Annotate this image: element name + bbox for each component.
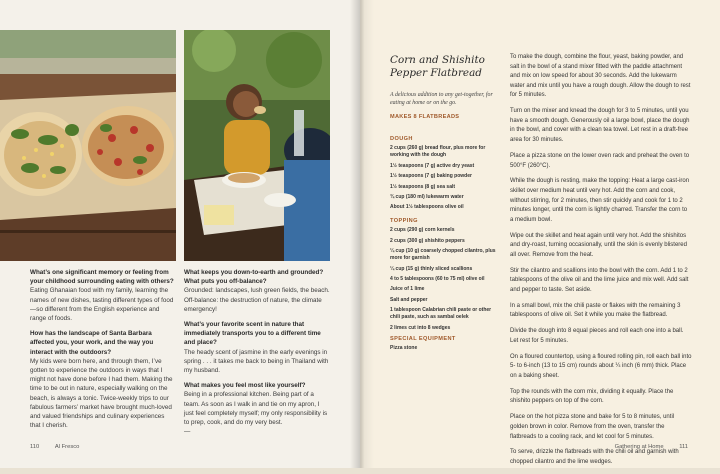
recipe-title: Corn and Shishito Pepper Flatbread (390, 54, 485, 79)
ingredient-item: ¾ cup (180 ml) lukewarm water (390, 193, 464, 200)
method-step: On a floured countertop, using a floured rolling pin, roll each ball into 5- to 6-inch (13 to 15 cm) rounds about ¼ inch (6 mm) thick. Place on a baking sheet. (510, 353, 692, 379)
interview-column-left (30, 268, 176, 436)
method-step: Divide the dough into 8 equal pieces and roll each one into a ball. Let rest for 5 minutes. (510, 328, 684, 344)
ingredient-item: 1½ teaspoons (7 g) active dry yeast (390, 162, 475, 169)
section-heading: SPECIAL EQUIPMENT (390, 336, 456, 342)
running-title: Al Fresco (54, 444, 80, 450)
recipe-intro: A delicious addition to any get-together, for eating at home or on the go. (390, 92, 493, 107)
girl-eating-photo (184, 30, 330, 261)
interview-question: What’s your favorite scent in nature that immediately transports you to a different time and place? (184, 321, 321, 347)
ingredient-item: 1 tablespoon Calabrian chili paste or other chili paste, such as sambal oelek (390, 307, 492, 321)
equipment-item: Pizza stone (390, 345, 418, 352)
flatbread-illustration (0, 30, 176, 261)
folio-right (615, 444, 688, 450)
ingredient-item: 2 cups (260 g) bread flour, plus more for working with the dough (390, 145, 486, 159)
method-step: To serve, drizzle the flatbreads with the chili oil and garnish with chopped cilantro and the lime wedges. (510, 449, 679, 466)
method-step: While the dough is resting, make the topping: Heat a large cast-iron skillet over medium heat until very hot. Add the corn and cook, without stirring, for 2 minutes, then stir quickly and cook for 1 to 2 minutes longer, until the corn is lightly charred. Transfer the corn to a medium bowl. (510, 178, 690, 223)
running-title: Gathering at Home (614, 444, 664, 450)
method-step: Stir the cilantro and scallions into the bowl with the corn. Add 1 to 2 tablespoons of the olive oil and the lime juice and mix well. Add salt and pepper to taste. Set aside. (510, 267, 689, 293)
interview-answer: My kids were born here, and through them, I’ve gotten to experience the outdoors in ways that I might not have done before I had them. Making the time to be out in nature, especially walking on the beach, is always a tonic. Twice-weekly trips to our fabulous farmers’ market have brought much-loved and valued friendships and culinary experiences that I cherish. (30, 357, 173, 430)
ingredient-item: ¼ cup (15 g) thinly sliced scallions (390, 265, 473, 272)
method-step: Top the rounds with the corn mix, dividing it equally. Place the shishito peppers on top of the corn. (510, 388, 674, 405)
ingredients-dough (390, 136, 500, 215)
method-step: Place on the hot pizza stone and bake for 5 to 8 minutes, until golden brown in color. Remove from the oven, transfer the flatbreads to a cooling rack, and let cool for 5 minutes. (510, 414, 675, 440)
ingredient-item: About 1½ tablespoons olive oil (390, 204, 464, 211)
interview-answer: The heady scent of jasmine in the early evenings in spring . . . it takes me back to being in Thailand with my husband. (184, 348, 329, 375)
ingredient-item: Salt and pepper (390, 296, 428, 303)
recipe-method (510, 53, 692, 474)
method-step: In a small bowl, mix the chili paste or flakes with the remaining 3 tablespoons of olive oil. Set it while you make the flatbread. (510, 302, 681, 319)
ingredient-item: ¼ cup (10 g) coarsely chopped cilantro, plus more for garnish (390, 247, 496, 262)
flatbread-table-photo (0, 30, 176, 261)
method-step: To make the dough, combine the flour, yeast, baking powder, and salt in the bowl of a stand mixer fitted with the paddle attachment and mix on low speed for about 30 seconds. Add the lukewarm water and mix until you have a rough dough. Allow the dough to rest for 5 minutes. (510, 54, 691, 99)
ingredient-item: 2 limes cut into 8 wedges (390, 324, 451, 331)
recipe-yield: MAKES 8 FLATBREADS (390, 114, 460, 120)
interview-answer: Eating Ghanaian food with my family, learning the names of new dishes, tasting different types of food—so different from the English experience and range of foods. (30, 287, 174, 323)
left-page (0, 0, 360, 468)
section-heading: DOUGH (390, 136, 413, 142)
interview-column-right (184, 268, 330, 442)
method-step: Turn on the mixer and knead the dough for 3 to 5 minutes, until you have a smooth dough. Generously oil a large bowl, place the dough in the bowl, and cover with a clean tea towel. Let rest in a draft-free area for 30 minutes. (510, 108, 690, 144)
page-number: 110 (30, 444, 40, 450)
ingredient-item: Juice of 1 lime (390, 286, 425, 293)
method-step: Place a pizza stone on the lower oven rack and preheat the oven to 500°F (260°C). (510, 152, 690, 169)
end-mark: — (184, 428, 191, 436)
ingredient-item: 2 cups (290 g) corn kernels (390, 227, 455, 234)
interview-question: What’s one significant memory or feeling from your childhood surrounding eating with others? (30, 269, 174, 286)
section-heading: TOPPING (390, 218, 418, 224)
interview-question: What makes you feel most like yourself? (184, 382, 306, 390)
special-equipment (390, 336, 500, 356)
ingredient-item: 4 to 5 tablespoons (60 to 75 ml) olive oil (390, 275, 485, 282)
ingredients-topping (390, 218, 500, 335)
interview-question: What keeps you down-to-earth and grounded? What puts you off-balance? (184, 269, 324, 286)
ingredient-item: 1½ teaspoons (8 g) sea salt (390, 183, 456, 190)
girl-eating-illustration (184, 30, 330, 261)
folio-left (30, 444, 79, 450)
ingredient-item: 2 cups (300 g) shishito peppers (390, 237, 465, 244)
ingredient-item: 1½ teaspoons (7 g) baking powder (390, 173, 472, 180)
method-step: Wipe out the skillet and heat again until very hot. Add the shishitos and dry-roast, turning occasionally, until the skin is evenly blistered all over. Remove from the heat. (510, 232, 687, 258)
interview-question: How has the landscape of Santa Barbara affected you, your work, and the way you interact with the outdoors? (30, 330, 154, 356)
interview-answer: Being in a professional kitchen. Being part of a team. As soon as I walk in and tie on my apron, I just feel completely myself; my only responsibility is to prep, cook, and do my very best. (184, 391, 328, 427)
page-number: 111 (679, 444, 688, 450)
interview-answer: Grounded: landscapes, lush green fields, the beach. Off-balance: the destruction of nature, the climate emergency! (184, 287, 330, 313)
